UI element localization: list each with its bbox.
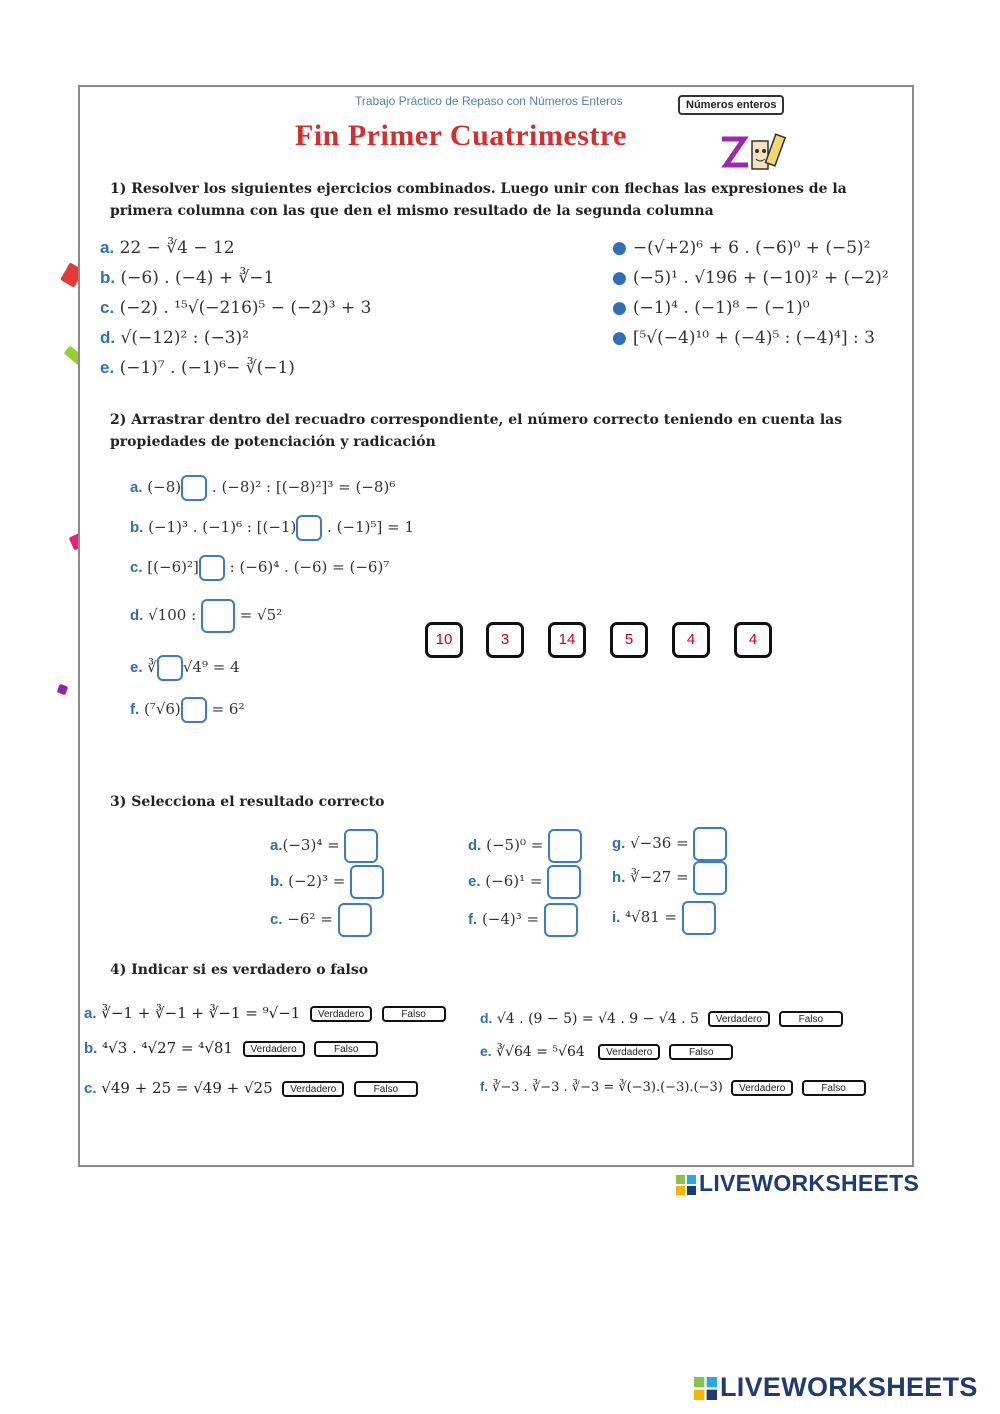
false-button[interactable]: Falso <box>382 1006 446 1022</box>
item-label: i. <box>612 909 621 926</box>
item-expression-end: √4⁹ = 4 <box>182 658 240 676</box>
item-expression: √(−12)² : (−3)² <box>120 328 249 348</box>
section3-item-b <box>270 865 384 899</box>
bullet-icon: ● <box>612 238 627 258</box>
item-label: f. <box>130 701 140 718</box>
item-label: a. <box>100 238 115 257</box>
section1-right-item-1[interactable] <box>612 238 889 268</box>
section4-item-c <box>84 1079 418 1097</box>
section1-left-item-b <box>100 268 371 298</box>
section2-item-f <box>130 697 244 723</box>
item-label: h. <box>612 869 626 886</box>
drop-box[interactable] <box>181 475 207 501</box>
section1-right-item-2[interactable] <box>612 268 889 298</box>
item-expression: (−6)¹ = <box>485 872 543 890</box>
item-label: d. <box>468 837 482 854</box>
answer-box[interactable] <box>350 865 384 899</box>
answer-box[interactable] <box>544 903 578 937</box>
true-button[interactable]: Verdadero <box>310 1006 372 1022</box>
item-expression-start: (−1)³ . (−1)⁶ : [(−1) <box>148 518 297 536</box>
item-expression: (−6) . (−4) + ∛−1 <box>120 268 275 288</box>
section2-item-e <box>130 655 240 681</box>
item-label: e. <box>468 873 481 890</box>
answer-box[interactable] <box>547 865 581 899</box>
liveworksheets-logo <box>676 1170 919 1197</box>
item-expression: 22 − ∛4 − 12 <box>119 238 235 258</box>
item-label: b. <box>270 873 284 890</box>
section2-heading: 2) Arrastrar dentro del recuadro correspondiente, el número correcto teniendo en cuenta las propiedades de potenciación y radicación <box>110 412 843 450</box>
section1-right-item-3[interactable] <box>612 298 889 328</box>
drop-box[interactable] <box>201 599 235 633</box>
section4-heading: 4) Indicar si es verdadero o falso <box>110 962 369 978</box>
item-expression: √4 . (9 − 5) = √4 . 9 − √4 . 5 <box>496 1011 699 1027</box>
section4-item-f <box>480 1079 866 1096</box>
answer-box[interactable] <box>344 829 378 863</box>
item-expression: −6² = <box>287 910 333 928</box>
false-button[interactable]: Falso <box>802 1080 866 1096</box>
item-label: d. <box>130 607 144 624</box>
item-expression: (−5)¹ . √196 + (−10)² + (−2)² <box>632 268 889 288</box>
item-expression: ⁴√81 = <box>625 908 678 926</box>
section2-item-a <box>130 475 395 501</box>
section1-left-item-c <box>100 298 371 328</box>
section3-item-c <box>270 903 372 937</box>
answer-tile-6[interactable]: 4 <box>734 622 772 658</box>
item-expression: (−2) . ¹⁵√(−216)⁵ − (−2)³ + 3 <box>119 298 372 318</box>
section1-left-item-a <box>100 238 371 268</box>
item-expression: √49 + 25 = √49 + √25 <box>101 1079 273 1097</box>
true-button[interactable]: Verdadero <box>282 1081 344 1097</box>
section4-item-a <box>84 1004 446 1022</box>
item-expression: ∛−1 + ∛−1 + ∛−1 = ⁹√−1 <box>101 1004 301 1022</box>
item-expression-end: = 6² <box>211 700 245 718</box>
answer-box[interactable] <box>682 901 716 935</box>
item-label: g. <box>612 835 626 852</box>
section1-left-item-d <box>100 328 371 358</box>
section4-item-e <box>480 1043 733 1060</box>
item-label: b. <box>84 1040 98 1057</box>
item-label: a. <box>130 479 143 496</box>
item-expression: (−4)³ = <box>481 910 540 928</box>
liveworksheets-footer-logo <box>694 1372 978 1403</box>
section3-heading: 3) Selecciona el resultado correcto <box>110 794 385 810</box>
worksheet-subtitle: Trabajo Práctico de Repaso con Números Enteros <box>355 94 623 108</box>
item-expression: −(√+2)⁶ + 6 . (−6)⁰ + (−5)² <box>632 238 871 258</box>
section3-item-a <box>270 829 378 863</box>
item-label: e. <box>480 1043 492 1059</box>
section1-right-item-4[interactable] <box>612 328 889 358</box>
item-expression-end: : (−6)⁴ . (−6) = (−6)⁷ <box>229 558 390 576</box>
section1-heading: 1) Resolver los siguientes ejercicios combinados. Luego unir con flechas las expresiones de la primera columna con las que den el mismo resultado de la segunda columna <box>110 181 847 219</box>
section1-left-item-e <box>100 358 371 388</box>
section3-item-f <box>468 903 578 937</box>
answer-tile-3[interactable]: 14 <box>548 622 586 658</box>
answer-box[interactable] <box>693 861 727 895</box>
item-expression-end: = √5² <box>239 606 283 624</box>
item-label: e. <box>100 358 115 377</box>
section3-item-g <box>612 827 727 861</box>
true-button[interactable]: Verdadero <box>598 1044 660 1060</box>
item-expression-start: ∛ <box>147 658 157 676</box>
answer-tile-1[interactable]: 10 <box>425 622 463 658</box>
item-expression: √−36 = <box>630 834 689 852</box>
true-button[interactable]: Verdadero <box>243 1041 305 1057</box>
section3-item-e <box>468 865 581 899</box>
item-label: c. <box>84 1080 97 1097</box>
item-expression: (−5)⁰ = <box>486 836 544 854</box>
worksheet-title: Fin Primer Cuatrimestre <box>295 119 627 152</box>
bullet-icon: ● <box>612 298 627 318</box>
false-button[interactable]: Falso <box>314 1041 378 1057</box>
section1-right-column <box>612 238 889 358</box>
section3-item-i <box>612 901 716 935</box>
drop-box[interactable] <box>181 697 207 723</box>
liveworksheets-logo-icon <box>694 1377 717 1400</box>
item-expression: (−1)⁴ . (−1)⁸ − (−1)⁰ <box>632 298 810 318</box>
section3-item-d <box>468 829 582 863</box>
true-button[interactable]: Verdadero <box>708 1011 770 1027</box>
item-expression: ⁴√3 . ⁴√27 = ⁴√81 <box>102 1039 233 1057</box>
bullet-icon: ● <box>612 268 627 288</box>
section1-left-column <box>100 238 371 388</box>
item-expression: [⁵√(−4)¹⁰ + (−4)⁵ : (−4)⁴] : 3 <box>632 328 875 348</box>
answer-tile-5[interactable]: 4 <box>672 622 710 658</box>
item-label: a. <box>270 837 283 854</box>
item-label: d. <box>480 1010 493 1026</box>
liveworksheets-logo-text: LIVEWORKSHEETS <box>720 1372 978 1402</box>
item-label: b. <box>100 268 116 287</box>
item-expression-start: (⁷√6) <box>143 700 181 718</box>
answer-tile-2[interactable]: 3 <box>486 622 524 658</box>
item-expression-start: [(−6)²] <box>147 558 199 576</box>
section3-item-h <box>612 861 727 895</box>
bullet-icon: ● <box>612 328 627 348</box>
liveworksheets-logo-text: LIVEWORKSHEETS <box>699 1170 920 1196</box>
item-expression: ∛√64 = ⁵√64 <box>496 1044 585 1060</box>
worksheet-page <box>78 85 914 1167</box>
item-expression-start: (−8) <box>147 478 182 496</box>
item-expression: (−1)⁷ . (−1)⁶− ∛(−1) <box>119 358 295 378</box>
liveworksheets-logo-icon <box>676 1175 696 1195</box>
section4-item-d <box>480 1010 843 1027</box>
false-button[interactable]: Falso <box>354 1081 418 1097</box>
section2-item-d <box>130 599 282 633</box>
item-label: c. <box>100 298 115 317</box>
item-expression-start: √100 : <box>148 606 197 624</box>
answer-box[interactable] <box>693 827 727 861</box>
item-expression-end: . (−1)⁵] = 1 <box>327 518 415 536</box>
item-label: e. <box>130 659 143 676</box>
false-button[interactable]: Falso <box>669 1044 733 1060</box>
item-expression: ∛−27 = <box>630 868 689 886</box>
answer-box[interactable] <box>548 829 582 863</box>
drop-box[interactable] <box>157 655 183 681</box>
item-label: c. <box>270 911 283 928</box>
cartoon-pencil-icon <box>720 121 790 181</box>
false-button[interactable]: Falso <box>779 1011 843 1027</box>
answer-box[interactable] <box>338 903 372 937</box>
item-label: d. <box>100 328 116 347</box>
item-expression: (−3)⁴ = <box>282 836 340 854</box>
section2-item-b <box>130 515 414 541</box>
item-label: a. <box>84 1005 97 1022</box>
section2-item-c <box>130 555 389 581</box>
item-label: b. <box>130 519 144 536</box>
drop-box[interactable] <box>199 555 225 581</box>
item-expression: ∛−3 . ∛−3 . ∛−3 = ∛(−3).(−3).(−3) <box>492 1080 723 1095</box>
topic-badge: Números enteros <box>678 95 784 115</box>
item-label: f. <box>468 911 478 928</box>
true-button[interactable]: Verdadero <box>731 1080 793 1096</box>
item-expression: (−2)³ = <box>288 872 346 890</box>
section4-item-b <box>84 1039 378 1057</box>
drop-box[interactable] <box>296 515 322 541</box>
item-expression-end: . (−8)² : [(−8)²]³ = (−8)⁶ <box>211 478 396 496</box>
answer-tile-4[interactable]: 5 <box>610 622 648 658</box>
item-label: f. <box>480 1079 488 1094</box>
item-label: c. <box>130 559 143 576</box>
